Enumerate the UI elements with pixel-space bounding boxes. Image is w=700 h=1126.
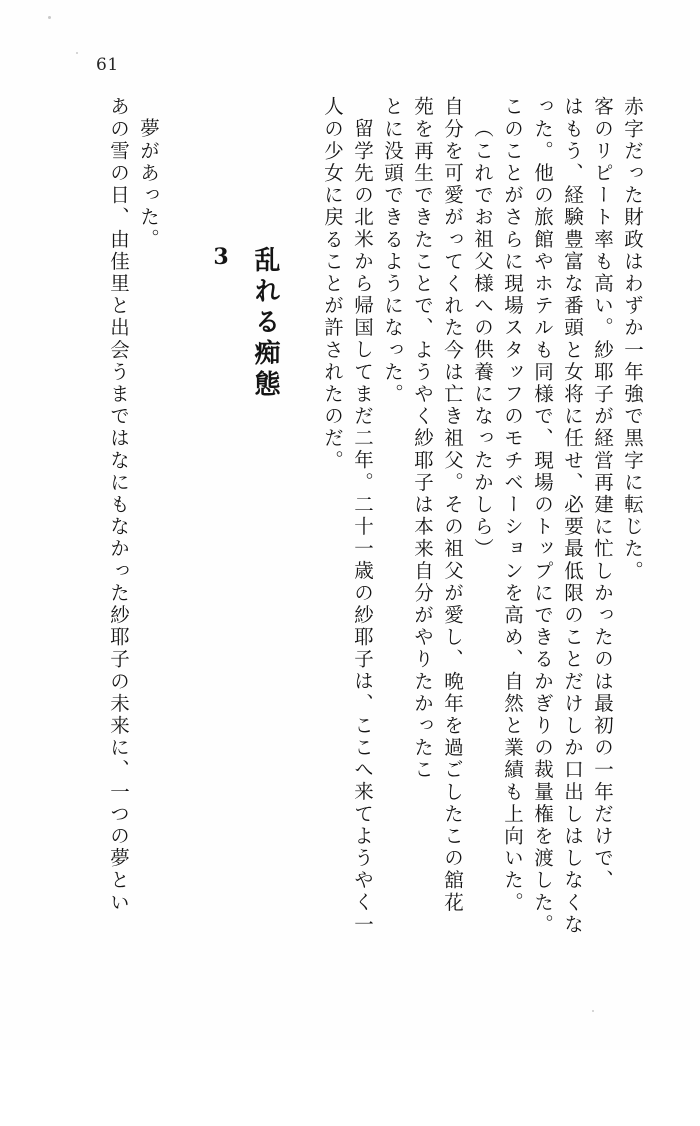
text-column-part: はもう、経験豊富な番頭と女将に任せ、 [561,96,584,494]
text-column-part: 紗耶子が経営再建に忙しかったのは最初の一年だけで、 [591,339,614,892]
text-column-part: 客のリピート率も高い。 [591,96,614,340]
chapter-title: 乱れる痴態 [250,246,280,401]
text-column [492,96,522,976]
text-column-part: 自然と業績も上向いた。 [501,670,524,914]
text-column: あの雪の日、由佳里と出会うまではなにもなかった紗耶子の未来に、一つの夢とい [107,96,130,914]
text-column-part: 二十一歳の紗耶子は、ここへ来てようやく一 [351,493,374,936]
text-column [582,96,612,976]
text-column: （これでお祖父様への供養になったかしら） [471,118,494,560]
scan-speck [76,52,78,54]
text-column-part: 留学先の北米から帰国してまだ二年。 [351,118,374,494]
text-column-part: 自分を可愛がってくれた今は亡き祖父。 [441,96,464,494]
text-column-part: った。他の旅館やホテルも同様で、 [531,96,554,450]
text-column: とに没頭できるようになった。 [381,96,404,406]
scan-speck [48,16,51,19]
text-column-part: その祖父が愛し、晩年を過ごしたこの舘花 [441,493,464,914]
text-column [522,96,552,976]
column-spacer [278,96,312,976]
text-column: 赤字だった財政はわずか一年強で黒字に転じた。 [621,96,644,583]
text-column-part: このことがさらに現場スタッフのモチベーションを高め、 [501,96,524,671]
chapter-number: 3 [208,244,234,273]
vertical-text-block [88,96,642,976]
page-number: 61 [96,55,119,75]
text-column-part: 現場のトップにできるかぎりの裁量権を渡した。 [531,449,554,936]
text-column [552,96,582,976]
text-column: 苑を再生できたことで、ようやく紗耶子は本来自分がやりたかったこ [411,96,434,782]
text-column: 夢があった。 [137,118,160,251]
text-column-part: 必要最低限のことだけしか口出しはしなくな [561,493,584,936]
text-column: 人の少女に戻ることが許されたのだ。 [321,96,344,472]
column-spacer [158,96,192,976]
scan-speck [592,1010,594,1012]
text-column [342,96,372,998]
text-column [432,96,462,976]
